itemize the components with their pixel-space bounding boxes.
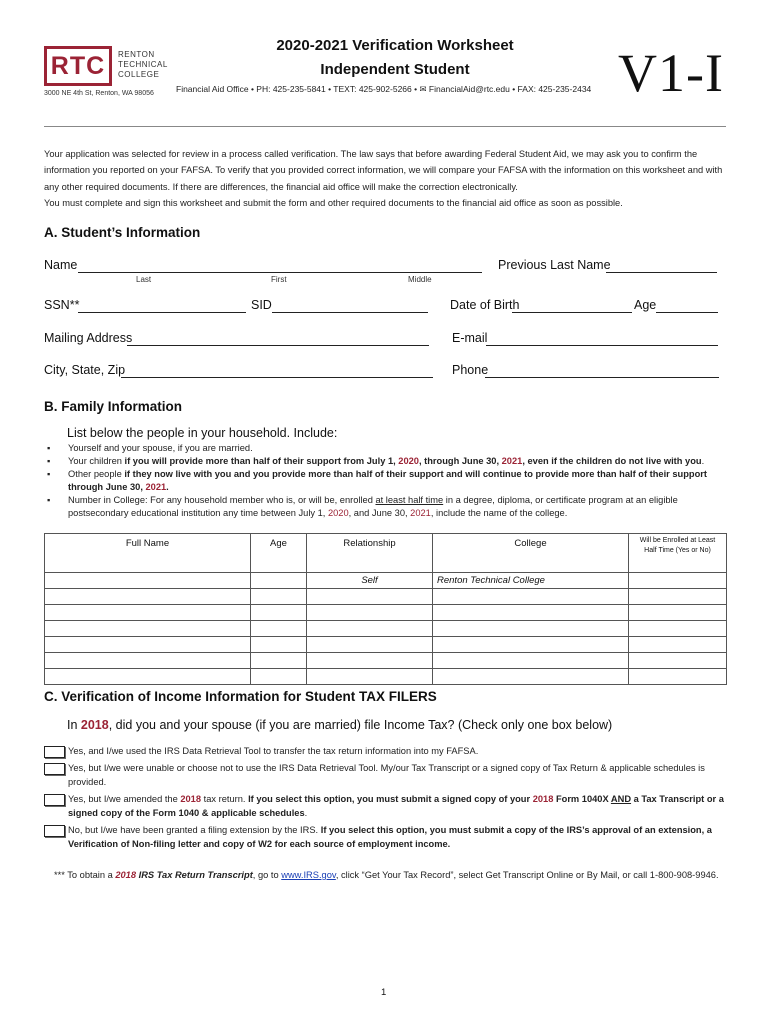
logo-address: 3000 NE 4th St, Renton, WA 98056 — [44, 90, 154, 97]
cell-full-name[interactable] — [45, 637, 251, 653]
cell-college: Renton Technical College — [433, 573, 629, 589]
cell-college[interactable] — [433, 589, 629, 605]
cell-age[interactable] — [251, 573, 307, 589]
name-label: Name — [44, 258, 78, 272]
list-item: ▪ Yourself and your spouse, if you are married. — [47, 443, 253, 453]
option-amended: Yes, but I/we amended the 2018 tax return. If you select this option, you must submit a signed copy of your 2018 Form 1040X AND a Tax Transcript or a signed copy of the Form 1040 & applicable schedules. — [44, 793, 726, 820]
rtc-logo: RTC — [44, 46, 112, 86]
middle-sublabel: Middle — [408, 275, 432, 284]
irs-link[interactable]: www.IRS.gov — [281, 870, 336, 880]
cell-relationship[interactable] — [307, 605, 433, 621]
form-subtitle: Independent Student — [320, 61, 470, 78]
previous-last-name-label: Previous Last Name — [498, 258, 611, 272]
cell-relationship[interactable] — [307, 653, 433, 669]
city-state-zip-label: City, State, Zip — [44, 363, 126, 377]
section-c-heading: C. Verification of Income Information for Student TAX FILERS — [44, 689, 437, 704]
table-row — [45, 669, 727, 685]
list-item: ▪ Number in College: For any household member who is, or will be, enrolled at least half time in a degree, diploma, or certificate program at an eligible postsecondary educational institution any time between July 1, 2020, and June 30, 2021, include the name of the college. — [47, 495, 678, 518]
bullet-icon: ▪ — [47, 443, 51, 453]
cell-full-name[interactable] — [45, 605, 251, 621]
table-row — [45, 637, 727, 653]
cell-age[interactable] — [251, 589, 307, 605]
cell-relationship[interactable] — [307, 621, 433, 637]
cell-full-name[interactable] — [45, 589, 251, 605]
contact-line: Financial Aid Office • PH: 425-235-5841 • TEXT: 425-902-5266 • ✉ FinancialAid@rtc.edu • FAX: 425-235-2434 — [176, 84, 592, 94]
option-drt: Yes, and I/we used the IRS Data Retrieval Tool to transfer the tax return information into my FAFSA. — [44, 745, 726, 759]
household-criteria-list — [44, 442, 726, 520]
ssn-label: SSN** — [44, 298, 80, 312]
ssn-field[interactable] — [78, 312, 246, 313]
transcript-checkbox[interactable] — [44, 763, 65, 775]
cell-enrolled[interactable] — [629, 605, 727, 621]
cell-age[interactable] — [251, 605, 307, 621]
cell-age[interactable] — [251, 637, 307, 653]
dob-label: Date of Birth — [450, 298, 520, 312]
transcript-note: *** To obtain a 2018 IRS Tax Return Transcript, go to www.IRS.gov, click “Get Your Tax Record”, select Get Transcript Online or By Mail, or call 1-800-908-9946. — [54, 870, 719, 880]
cell-college[interactable] — [433, 605, 629, 621]
logo-wordmark: RENTON TECHNICAL COLLEGE — [118, 50, 168, 79]
col-header-full-name: Full Name — [45, 534, 251, 573]
sid-field[interactable] — [272, 312, 428, 313]
list-item: ▪ Your children if you will provide more than half of their support from July 1, 2020, through June 30, 2021, even if the children do not live with you. — [47, 456, 705, 466]
age-field[interactable] — [656, 312, 718, 313]
page-number: 1 — [381, 987, 387, 998]
cell-full-name[interactable] — [45, 653, 251, 669]
intro-paragraph: Your application was selected for review in a process called verification. The law says that before awarding Federal Student Aid, we may ask you to confirm the information you reported on your FAFSA. To verify that you provided correct information, we will compare your FAFSA with the information on this worksheet and with any other required documents. If there are differences, the financial aid office will make the correction electronically. — [44, 149, 723, 192]
bullet-icon: ▪ — [47, 456, 51, 466]
extension-checkbox[interactable] — [44, 825, 65, 837]
cell-enrolled[interactable] — [629, 637, 727, 653]
table-header-row — [45, 534, 727, 573]
bullet-icon: ▪ — [47, 469, 51, 479]
section-a-heading: A. Student’s Information — [44, 225, 201, 240]
form-title: 2020-2021 Verification Worksheet — [276, 37, 514, 54]
cell-enrolled[interactable] — [629, 589, 727, 605]
email-label: E-mail — [452, 331, 488, 345]
mailing-address-label: Mailing Address — [44, 331, 133, 345]
first-sublabel: First — [271, 275, 287, 284]
option-extension: No, but I/we have been granted a filing extension by the IRS. If you select this option, you must submit a copy of the IRS’s approval of an extension, a Verification of Non-filing letter and copy of W2 for each source of employment income. — [44, 824, 726, 851]
cell-college[interactable] — [433, 621, 629, 637]
col-header-relationship: Relationship — [307, 534, 433, 573]
cell-enrolled[interactable] — [629, 653, 727, 669]
drt-checkbox[interactable] — [44, 746, 65, 758]
intro-instruction: You must complete and sign this worksheet and submit the form and other required documents to the financial aid office as soon as possible. — [44, 197, 623, 208]
cell-enrolled[interactable] — [629, 573, 727, 589]
mailing-address-field[interactable] — [127, 345, 429, 346]
table-row — [45, 605, 727, 621]
cell-age[interactable] — [251, 621, 307, 637]
intro-text — [44, 146, 726, 211]
cell-college[interactable] — [433, 637, 629, 653]
cell-relationship[interactable] — [307, 637, 433, 653]
header-divider — [44, 126, 726, 127]
cell-relationship[interactable] — [307, 669, 433, 685]
cell-age[interactable] — [251, 669, 307, 685]
household-instruction: List below the people in your household. Include: — [67, 426, 338, 440]
age-label: Age — [634, 298, 657, 312]
previous-last-name-field[interactable] — [606, 272, 717, 273]
cell-full-name[interactable] — [45, 621, 251, 637]
col-header-age: Age — [251, 534, 307, 573]
cell-enrolled[interactable] — [629, 621, 727, 637]
bullet-icon: ▪ — [47, 495, 51, 505]
cell-relationship[interactable] — [307, 589, 433, 605]
email-field[interactable] — [486, 345, 718, 346]
table-row — [45, 589, 727, 605]
col-header-college: College — [433, 534, 629, 573]
form-code-badge: V1-I — [618, 43, 724, 103]
cell-enrolled[interactable] — [629, 669, 727, 685]
name-field[interactable] — [78, 272, 482, 273]
option-transcript: Yes, but I/we were unable or choose not to use the IRS Data Retrieval Tool. My/our Tax Transcript or a signed copy of Tax Return & applicable schedules is provided. — [44, 762, 726, 789]
cell-full-name[interactable] — [45, 573, 251, 589]
phone-label: Phone — [452, 363, 489, 377]
table-row — [45, 621, 727, 637]
col-header-enrolled: Will be Enrolled at Least Half Time (Yes or No) — [629, 534, 727, 573]
table-row — [45, 573, 727, 589]
last-sublabel: Last — [136, 275, 152, 284]
city-state-zip-field[interactable] — [121, 377, 433, 378]
phone-field[interactable] — [485, 377, 719, 378]
section-b-heading: B. Family Information — [44, 399, 183, 414]
household-table — [44, 533, 727, 685]
list-item: ▪ Other people if they now live with you and you provide more than half of their support and will continue to provide more than half of their support through June 30, 2021. — [47, 469, 707, 492]
cell-full-name[interactable] — [45, 669, 251, 685]
cell-college[interactable] — [433, 669, 629, 685]
tax-filing-question: In 2018, did you and your spouse (if you are married) file Income Tax? (Check only one box below) — [67, 718, 613, 732]
sid-label: SID — [251, 298, 272, 312]
cell-relationship: Self — [307, 573, 433, 589]
table-row — [45, 653, 727, 669]
amended-checkbox[interactable] — [44, 794, 65, 806]
dob-field[interactable] — [512, 312, 632, 313]
cell-age[interactable] — [251, 653, 307, 669]
cell-college[interactable] — [433, 653, 629, 669]
